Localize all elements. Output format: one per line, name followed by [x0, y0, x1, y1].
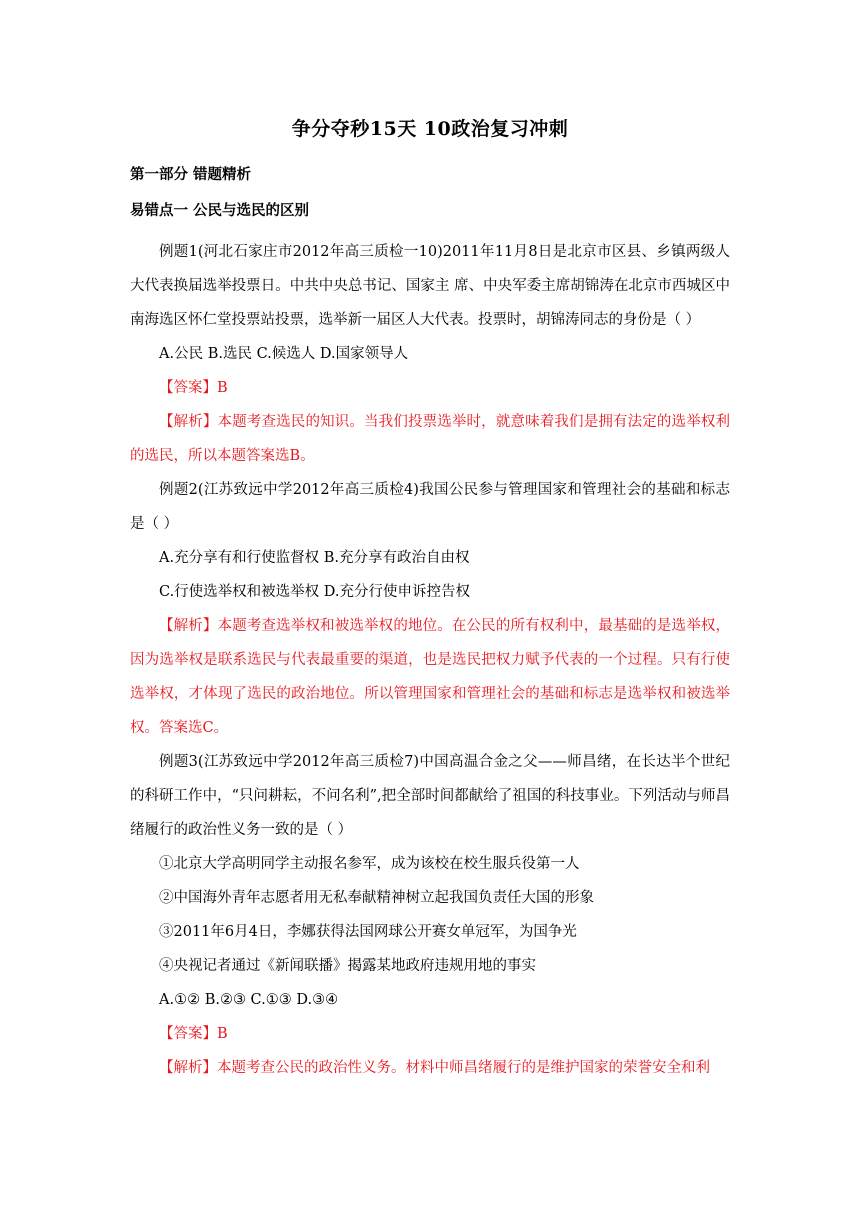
- question-2-stem: 例题2(江苏致远中学2012年高三质检4)我国公民参与管理国家和管理社会的基础和标志是（ ）: [130, 482, 730, 532]
- part-heading: 第一部分 错题精析: [130, 166, 252, 183]
- question-1-analysis: 【解析】本题考查选民的知识。当我们投票选举时，就意味着我们是拥有法定的选举权利的选民，所以本题答案选B。: [130, 414, 730, 464]
- question-3-item-4: ④央视记者通过《新闻联播》揭露某地政府违规用地的事实: [159, 958, 536, 974]
- question-3-analysis: 【解析】本题考查公民的政治性义务。材料中师昌绪履行的是维护国家的荣誉安全和利: [159, 1060, 710, 1076]
- question-2-options-line1: A.充分享有和行使监督权 B.充分享有政治自由权: [159, 550, 470, 566]
- question-3-item-3: ③2011年6月4日，李娜获得法国网球公开赛女单冠军，为国争光: [159, 924, 577, 940]
- question-1-stem: 例题1(河北石家庄市2012年高三质检一10)2011年11月8日是北京市区县、乡镇两级人大代表换届选举投票日。中共中央总书记、国家主 席、中央军委主席胡锦涛在北京市西城区中南海选区怀仁堂投票站投票，选举新一届区人大代表。投票时，胡锦涛同志的身份是（ ）: [130, 244, 730, 328]
- question-2-options-line2: C.行使选举权和被选举权 D.充分行使申诉控告权: [159, 584, 471, 600]
- question-3-item-2: ②中国海外青年志愿者用无私奉献精神树立起我国负责任大国的形象: [159, 890, 594, 906]
- topic-heading: 易错点一 公民与选民的区别: [130, 202, 310, 219]
- document-body: [130, 114, 730, 1085]
- question-2-analysis: 【解析】本题考查选举权和被选举权的地位。在公民的所有权利中，最基础的是选举权，因为选举权是联系选民与代表最重要的渠道，也是选民把权力赋予代表的一个过程。只有行使选举权，才体现了选民的政治地位。所以管理国家和管理社会的基础和标志是选举权和被选举权。答案选C。: [130, 618, 730, 736]
- question-1-options: A.公民 B.选民 C.候选人 D.国家领导人: [159, 346, 409, 362]
- question-3-options: A.①② B.②③ C.①③ D.③④: [159, 992, 339, 1008]
- question-3-stem: 例题3(江苏致远中学2012年高三质检7)中国高温合金之父——师昌绪，在长达半个世纪的科研工作中，“只问耕耘，不问名利”,把全部时间都献给了祖国的科技事业。下列活动与师昌绪履行的政治性义务一致的是（ ）: [130, 754, 730, 838]
- question-1-answer: 【答案】B: [159, 380, 228, 396]
- document-title: 争分夺秒15天 10政治复习冲刺: [291, 118, 569, 140]
- question-3-item-1: ①北京大学高明同学主动报名参军，成为该校在校生服兵役第一人: [159, 856, 580, 872]
- question-3-answer: 【答案】B: [159, 1026, 228, 1042]
